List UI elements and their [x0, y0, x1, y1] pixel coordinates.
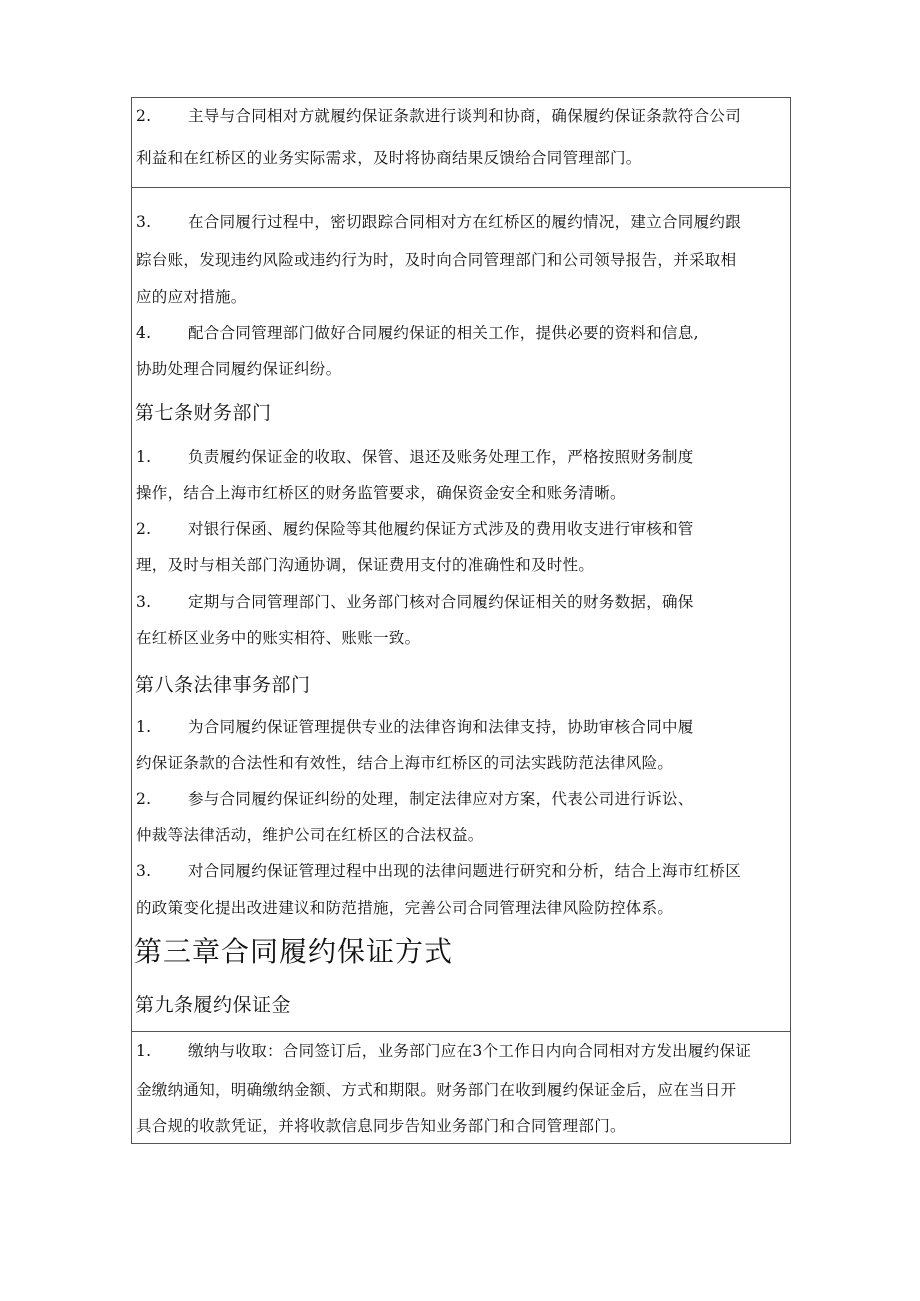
paragraph-line: 3. 对合同履约保证管理过程中出现的法律问题进行研究和分析，结合上海市红桥区 — [136, 862, 742, 880]
paragraph-line: 协助处理合同履约保证纠纷。 — [136, 360, 342, 378]
paragraph-line: 应的应对措施。 — [136, 288, 247, 306]
paragraph-line: 1. 负责履约保证金的收取、保管、退还及账务处理工作，严格按照财务制度 — [136, 448, 694, 466]
article-heading: 第八条法律事务部门 — [135, 674, 311, 696]
paragraph-line: 3. 在合同履行过程中，密切跟踪合同相对方在红桥区的履约情况，建立合同履约跟 — [136, 213, 742, 231]
chapter-heading: 第三章合同履约保证方式 — [134, 935, 454, 968]
article-heading: 第九条履约保证金 — [135, 994, 292, 1016]
row-divider — [131, 187, 791, 188]
paragraph-line: 4. 配合合同管理部门做好合同履约保证的相关工作，提供必要的资料和信息, — [136, 324, 699, 342]
paragraph-line: 1. 为合同履约保证管理提供专业的法律咨询和法律支持，协助审核合同中履 — [136, 718, 694, 736]
paragraph-line: 操作，结合上海市红桥区的财务监管要求，确保资金安全和账务清晰。 — [136, 484, 626, 502]
paragraph-line: 2. 对银行保函、履约保险等其他履约保证方式涉及的费用收支进行审核和管 — [136, 520, 694, 538]
paragraph-line: 具合规的收款凭证，并将收款信息同步告知业务部门和合同管理部门。 — [136, 1117, 626, 1135]
article-heading: 第七条财务部门 — [135, 402, 272, 424]
paragraph-line: 2. 参与合同履约保证纠纷的处理，制定法律应对方案，代表公司进行诉讼、 — [136, 790, 694, 808]
paragraph-line: 2. 主导与合同相对方就履约保证条款进行谈判和协商，确保履约保证条款符合公司 — [136, 107, 742, 125]
paragraph-line: 3. 定期与合同管理部门、业务部门核对合同履约保证相关的财务数据，确保 — [136, 593, 694, 611]
paragraph-line: 理，及时与相关部门沟通协调，保证费用支付的准确性和及时性。 — [136, 556, 595, 574]
paragraph-line: 踪台账，发现违约风险或违约行为时，及时向合同管理部门和公司领导报告，并采取相 — [136, 251, 737, 269]
row-divider — [131, 1031, 791, 1032]
paragraph-line: 仲裁等法律活动，维护公司在红桥区的合法权益。 — [136, 826, 484, 844]
paragraph-line: 的政策变化提出改进建议和防范措施，完善公司合同管理法律风险防控体系。 — [136, 899, 674, 917]
paragraph-line: 约保证条款的合法性和有效性，结合上海市红桥区的司法实践防范法律风险。 — [136, 754, 674, 772]
paragraph-line: 在红桥区业务中的账实相符、账账一致。 — [136, 629, 421, 647]
paragraph-line: 1. 缴纳与收取：合同签订后，业务部门应在3个工作日内向合同相对方发出履约保证 — [136, 1042, 752, 1060]
paragraph-line: 利益和在红桥区的业务实际需求，及时将协商结果反馈给合同管理部门。 — [136, 149, 642, 167]
paragraph-line: 金缴纳通知，明确缴纳金额、方式和期限。财务部门在收到履约保证金后，应在当日开 — [136, 1081, 737, 1099]
